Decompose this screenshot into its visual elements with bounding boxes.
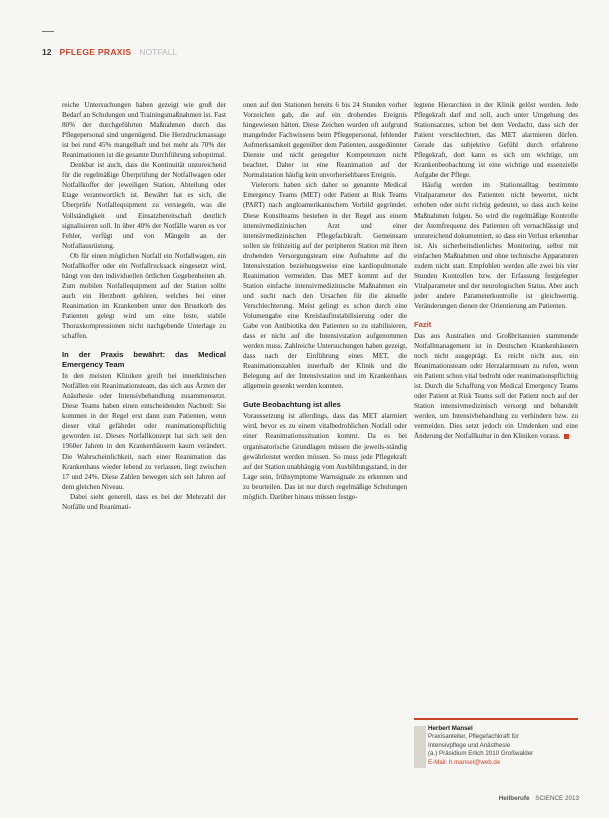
- paragraph: In den meisten Kliniken greift bei innerklinischen Notfällen ein Reanimationsteam, das sich aus Ärzten der Anästhesie oder Intensivbehandlung zusammensetzt. Diese Teams haben einen entscheidenden Nachteil: Sie kommen in der Regel erst dann zum Patienten, wenn dieser vital gefährdet oder reanimationspflichtig geworden ist. Dieses Notfallkonzept hat sich seit den 1960er Jahren in den Krankenhäusern kaum verändert. Die Wahrscheinlichkeit, nach einer Reanimation das Krankenhaus wieder lebend zu verlassen, liegt zwischen 17 und 24%. Diese Zahlen bewegen sich seit Jahren auf dem gleichen Niveau.: [62, 372, 226, 491]
- end-mark-icon: [564, 434, 569, 439]
- paragraph: legtene Hierarchien in der Klinik gelöst werden. Jede Pflegekraft darf und soll, auch unter Umgehung des Stationsarztes, schon bei dem Verdacht, dass sich der Patient verschlechtert, das MET alarmieren dürfen. Gerade das subjektive Gefühl durch erfahrene Pflegekraft, dort kann es sich um wichtige, um Krankenbeobachtung ist eine wichtige und essenzielle Aufgabe der Pflege.: [414, 101, 578, 180]
- paragraph: onen auf den Stationen bereits 6 bis 24 Stunden vorher Vorzeichen gab, die auf ein drohendes Ereignis hingewiesen hätten. Diese Zeichen wurden oft aufgrund mangelnder Fachwissens beim Pflegepersonal, fehlender Aufmerksamkeit gegenüber dem Patienten, ausgedünnter Dienste und nicht geregelter Kompetenzen nicht beachtet. Daher ist eine Reanimation auf der Normalstation häufig kein unvorhersehbares Ereignis.: [243, 101, 407, 180]
- paragraph: Voraussetzung ist allerdings, dass das MET alarmiert wird, bevor es zu einem vitalbedrohlichen Notfall oder einer Reanimationssituation kommt. Da es bei organisatorische Grundlagen müssen die jeweils-ständig gewährleistet werden müssen. So muss jede Pflegekraft auf der Station unabhängig vom Ausbildungsstand, in der Lage sein, frühsymptome Warnsignale zu erkennen und zu beurteilen. Das ist nur durch regelmäßige Schulungen möglich. Darüber hinaus müssen festge-: [243, 412, 407, 501]
- author-line: Intensivpflege und Anästhesie: [428, 741, 511, 749]
- author-photo: [414, 726, 426, 768]
- fazit-heading: Fazit: [414, 319, 432, 329]
- section-title: PFLEGE PRAXIS: [59, 47, 132, 57]
- page-number: 12: [42, 47, 52, 57]
- author-line: Praxisanleiter, Pflegefachkraft für: [428, 733, 519, 741]
- paragraph: reiche Untersuchungen haben gezeigt wie groß der Bedarf an Schulungen und Trainingsmaßnahmen ist. Fast 80% der durchgeführten Maßnahmen durch das Pflegepersonal sind ungenügend. Die Herzdruckmassage ist bei rund 45% mangelhaft und bei mehr als 70% der Reanimationen ist die gesamte Durchführung suboptimal.: [62, 101, 226, 160]
- paragraph: Häufig werden im Stationsalltag bestimmte Vitalparameter des Patienten nicht bewertet, nicht erhoben oder nicht richtig gedeutet, so dass auch keine Maßnahmen folgen. So wird die regelmäßige Kontrolle der Atemfrequenz des Patienten oft vernachlässigt und unzureichend dokumentiert, so dass ein Verlust erkennbar ist. Als sicherheitsdienliches Monitoring, selbst mit einfachen Maßnahmen und ohne technische Apparaturen zudem nicht statt. Empfohlen werden alle zwei bis vier Stunden Kontrollen bzw. der Erfassung festgelegter Vitalparameter und der neurologischen Status. Aber auch jeder andere Parameterkontrolle ist gleichwertig. Veränderungen dienen der Orientierung am Patienten.: [414, 181, 578, 310]
- subheading: In der Praxis bewährt: das Medical Emergency Team: [62, 350, 226, 370]
- author-name: Herbert Mansel: [428, 725, 473, 732]
- text-column-1: [62, 100, 226, 512]
- footer-brand: Heilberufe: [498, 795, 530, 802]
- paragraph: Denkbar ist auch, dass die Kontinuität unzureichend für die regelmäßige Überprüfung der Notfallwagen oder Notfallkoffer der jeweiligen Station, Abteilung oder Etage verantwortlich ist. Bewährt hat es sich, die Überprüfe Notfallequipment zu versiegeln, was die Vollständigkeit und Einsatzbereitschaft deutlich signalisieren soll. In über 40% der Notfälle waren es vor Fehler, verfügt und von Mängeln an der Notfallausrüstung.: [62, 161, 226, 250]
- paragraph: Dabei sieht generell, dass es bei der Mehrzahl der Notfälle und Reanimati-: [62, 492, 226, 511]
- page-header: [42, 45, 579, 59]
- header-rule: [42, 31, 54, 32]
- author-box: [414, 718, 578, 767]
- paragraph: [414, 331, 578, 442]
- paragraph: Vielerorts haben sich daher so genannte Medical Emergency Teams (MET) oder Patient at Risk Teams (PART) nach angloamerikanischem Vorbild gegründet. Diese Konsilteams bestehen in der Regel aus einem intensivmedizinischen Arzt und einer intensivmedizinischen Pflegefachkraft. Gemeinsam sollen sie frühzeitig auf der peripheren Station mit ihren drohenden Versorgungsteam eine Aufnahme auf die Intensivstation beziehungsweise eine kardiopulmonale Reanimation vermeiden. Das MET kommt auf der Station einfache intensivmedizinische Maßnahmen ein und sucht nach den Ursachen für die aktuelle Verschlechterung. Meist gelingt es schon durch eine Volumengabe eine Kreislaufinstabilisierung oder die Gabe von Antibiotika den Patienten so zu stabilisieren, dass er nicht auf die Intensivstation aufgenommen werden muss. Zahlreiche Untersuchungen haben gezeigt, dass nach der Einführung eines MET, die Reanimationszahlen innerhalb der Klinik und die Belegung auf der Intensivstation und im Krankenhaus allgemein gesenkt werden konnten.: [243, 181, 407, 391]
- author-info: [428, 725, 578, 767]
- fazit-text: Das aus Australien und Großbritannien stammende Notfallmanagement ist in Deutschen Krankenhäusern noch nicht ausgeprägt. Es reicht nicht aus, ein Reanimationsteam oder Herzalarmteam zu rufen, wenn ein Patient schon vital bedroht oder reanimationspflichtig ist. Durch die Schaffung von Medical Emergency Teams oder Patient at Risk Teams soll der Patient noch auf der Station intensivmedizinisch versorgt und behandelt werden, um Intensivbehandlung zu verhindern bzw. zu vermeiden. Dies setzt jedoch ein Umdenken und eine Änderung der Notfallkultur in den Kliniken voraus.: [414, 331, 578, 441]
- paragraph: Ob für einen möglichen Notfall ein Notfallwagen, ein Notfallkoffer oder ein Notfallrucksack eingesetzt wird, hängt von den individuellen örtlichen Gegebenheiten ab. Zum mobilen Notfallequipment auf der Station sollte auch ein Herzbrett gehören, welches bei einer Reanimation im Krankenbett unter den Brustkorb des Patienten gelegt wird um eine feste, stabile Thoraxkompressionen nicht nachgebende Unterlage zu schaffen.: [62, 251, 226, 341]
- text-column-3: [414, 100, 578, 442]
- author-box-rule: [414, 718, 578, 720]
- author-email[interactable]: E-Mail: h.mansel@web.de: [428, 758, 501, 766]
- subheading: Gute Beobachtung ist alles: [243, 400, 341, 410]
- text-column-2: [243, 100, 407, 502]
- footer-issue: SCIENCE 2013: [535, 795, 579, 802]
- section-subtitle: NOTFALL: [139, 47, 178, 57]
- author-line: (a.) Präsidium Erlich 2010 Großwalder: [428, 750, 534, 758]
- page-footer: [499, 795, 579, 802]
